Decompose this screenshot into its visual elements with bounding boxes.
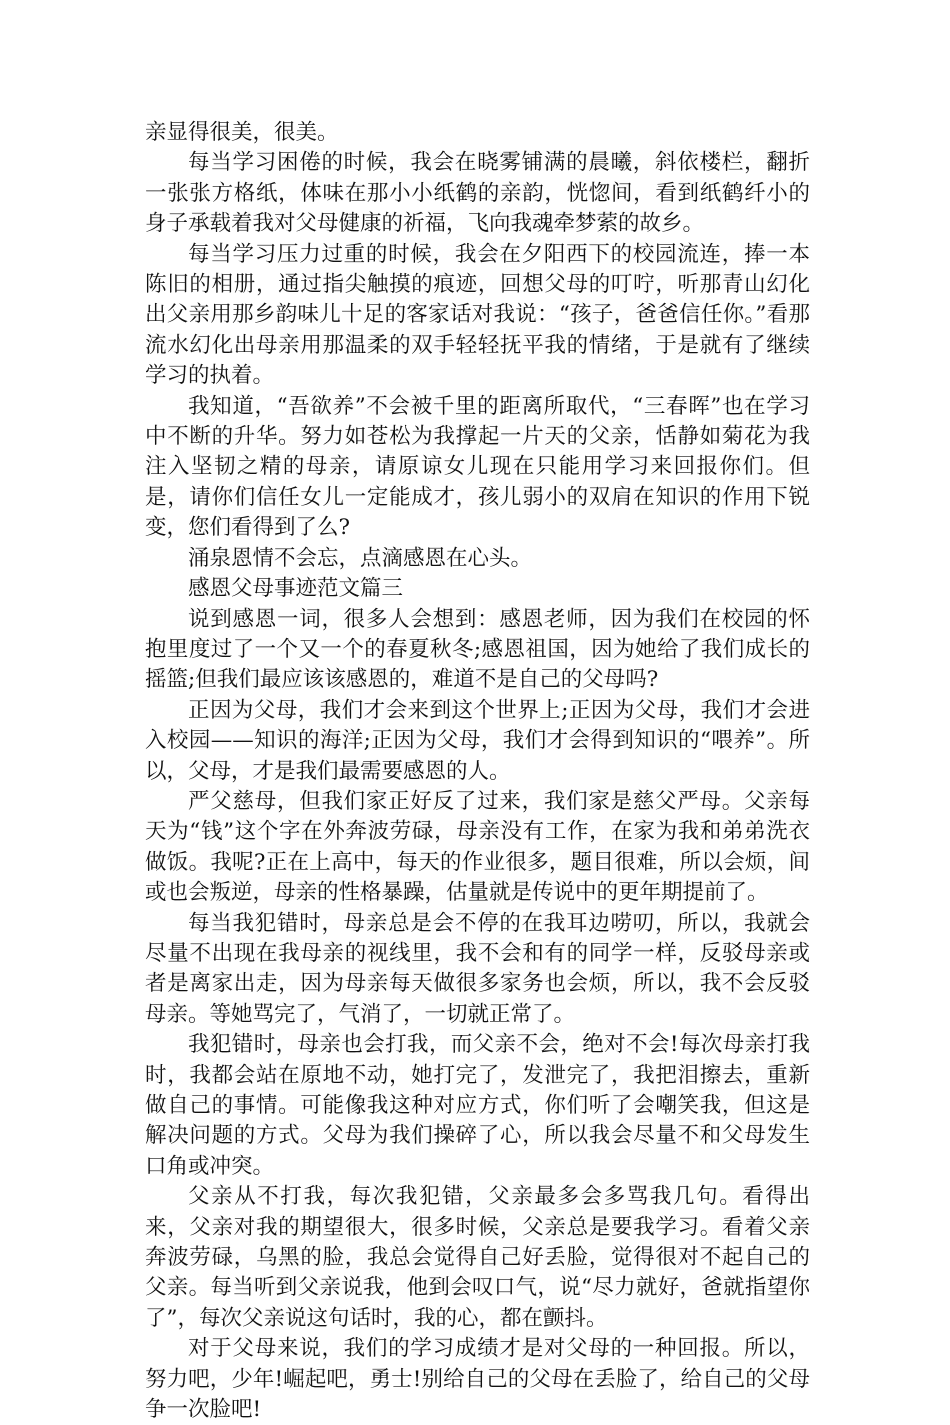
paragraph: 我知道，“吾欲养”不会被千里的距离所取代，“三春晖”也在学习中不断的升华。努力如苍松为我撑起一片天的父亲，恬静如菊花为我注入坚韧之精的母亲，请原谅女儿现在只能用学习来回报你们。但是，请你们信任女儿一定能成才，孩儿弱小的双肩在知识的作用下锐变，您们看得到了么? [145, 393, 810, 541]
paragraph: 我犯错时，母亲也会打我，而父亲不会，绝对不会!每次母亲打我时，我都会站在原地不动，她打完了，发泄完了，我把泪擦去，重新做自己的事情。可能像我这种对应方式，你们听了会嘲笑我，但这是解决问题的方式。父母为我们操碎了心，所以我会尽量不和父母发生口角或冲突。 [145, 1032, 810, 1179]
paragraph: 每当学习困倦的时候，我会在晓雾铺满的晨曦，斜依楼栏，翻折一张张方格纸，体味在那小小纸鹤的亲韵，恍惚间，看到纸鹤纤小的身子承载着我对父母健康的祈福，飞向我魂牵梦萦的故乡。 [145, 150, 810, 237]
paragraph: 父亲从不打我，每次我犯错，父亲最多会多骂我几句。看得出来，父亲对我的期望很大，很多时候，父亲总是要我学习。看着父亲奔波劳碌，乌黑的脸，我总会觉得自己好丢脸，觉得很对不起自己的父亲。每当听到父亲说我，他到会叹口气，说“尽力就好，爸就指望你了”，每次父亲说这句话时，我的心，都在颤抖。 [145, 1184, 810, 1331]
paragraph: 严父慈母，但我们家正好反了过来，我们家是慈父严母。父亲每天为“钱”这个字在外奔波劳碌，母亲没有工作，在家为我和弟弟洗衣做饭。我呢?正在上高中，每天的作业很多，题目很难，所以会烦，间或也会叛逆，母亲的性格暴躁，估量就是传说中的更年期提前了。 [145, 788, 810, 906]
paragraph: 涌泉恩情不会忘，点滴感恩在心头。 [188, 545, 533, 571]
paragraph: 每当我犯错时，母亲总是会不停的在我耳边唠叨，所以，我就会尽量不出现在我母亲的视线里，我不会和有的同学一样，反驳母亲或者是离家出走，因为母亲每天做很多家务也会烦，所以，我不会反驳母亲。等她骂完了，气消了，一切就正常了。 [145, 910, 810, 1027]
paragraph: 对于父母来说，我们的学习成绩才是对父母的一种回报。所以，努力吧，少年!崛起吧，勇士!别给自己的父母在丢脸了，给自己的父母争一次脸吧! [145, 1336, 810, 1423]
paragraph: 说到感恩一词，很多人会想到：感恩老师，因为我们在校园的怀抱里度过了一个又一个的春夏秋冬;感恩祖国，因为她给了我们成长的摇篮;但我们最应该该感恩的，难道不是自己的父母吗? [145, 606, 810, 693]
document-body [145, 118, 810, 1425]
paragraph-continuation: 亲显得很美，很美。 [145, 120, 339, 145]
section-heading: 感恩父母事迹范文篇三 [188, 576, 404, 602]
paragraph: 正因为父母，我们才会来到这个世界上;正因为父母，我们才会进入校园——知识的海洋;正因为父母，我们才会得到知识的“喂养”。所以，父母，才是我们最需要感恩的人。 [145, 697, 810, 784]
paragraph: 每当学习压力过重的时候，我会在夕阳西下的校园流连，捧一本陈旧的相册，通过指尖触摸的痕迹，回想父母的叮咛，听那青山幻化出父亲用那乡韵味儿十足的客家话对我说：“孩子，爸爸信任你。”看那流水幻化出母亲用那温柔的双手轻轻抚平我的情绪，于是就有了继续学习的执着。 [145, 241, 810, 389]
